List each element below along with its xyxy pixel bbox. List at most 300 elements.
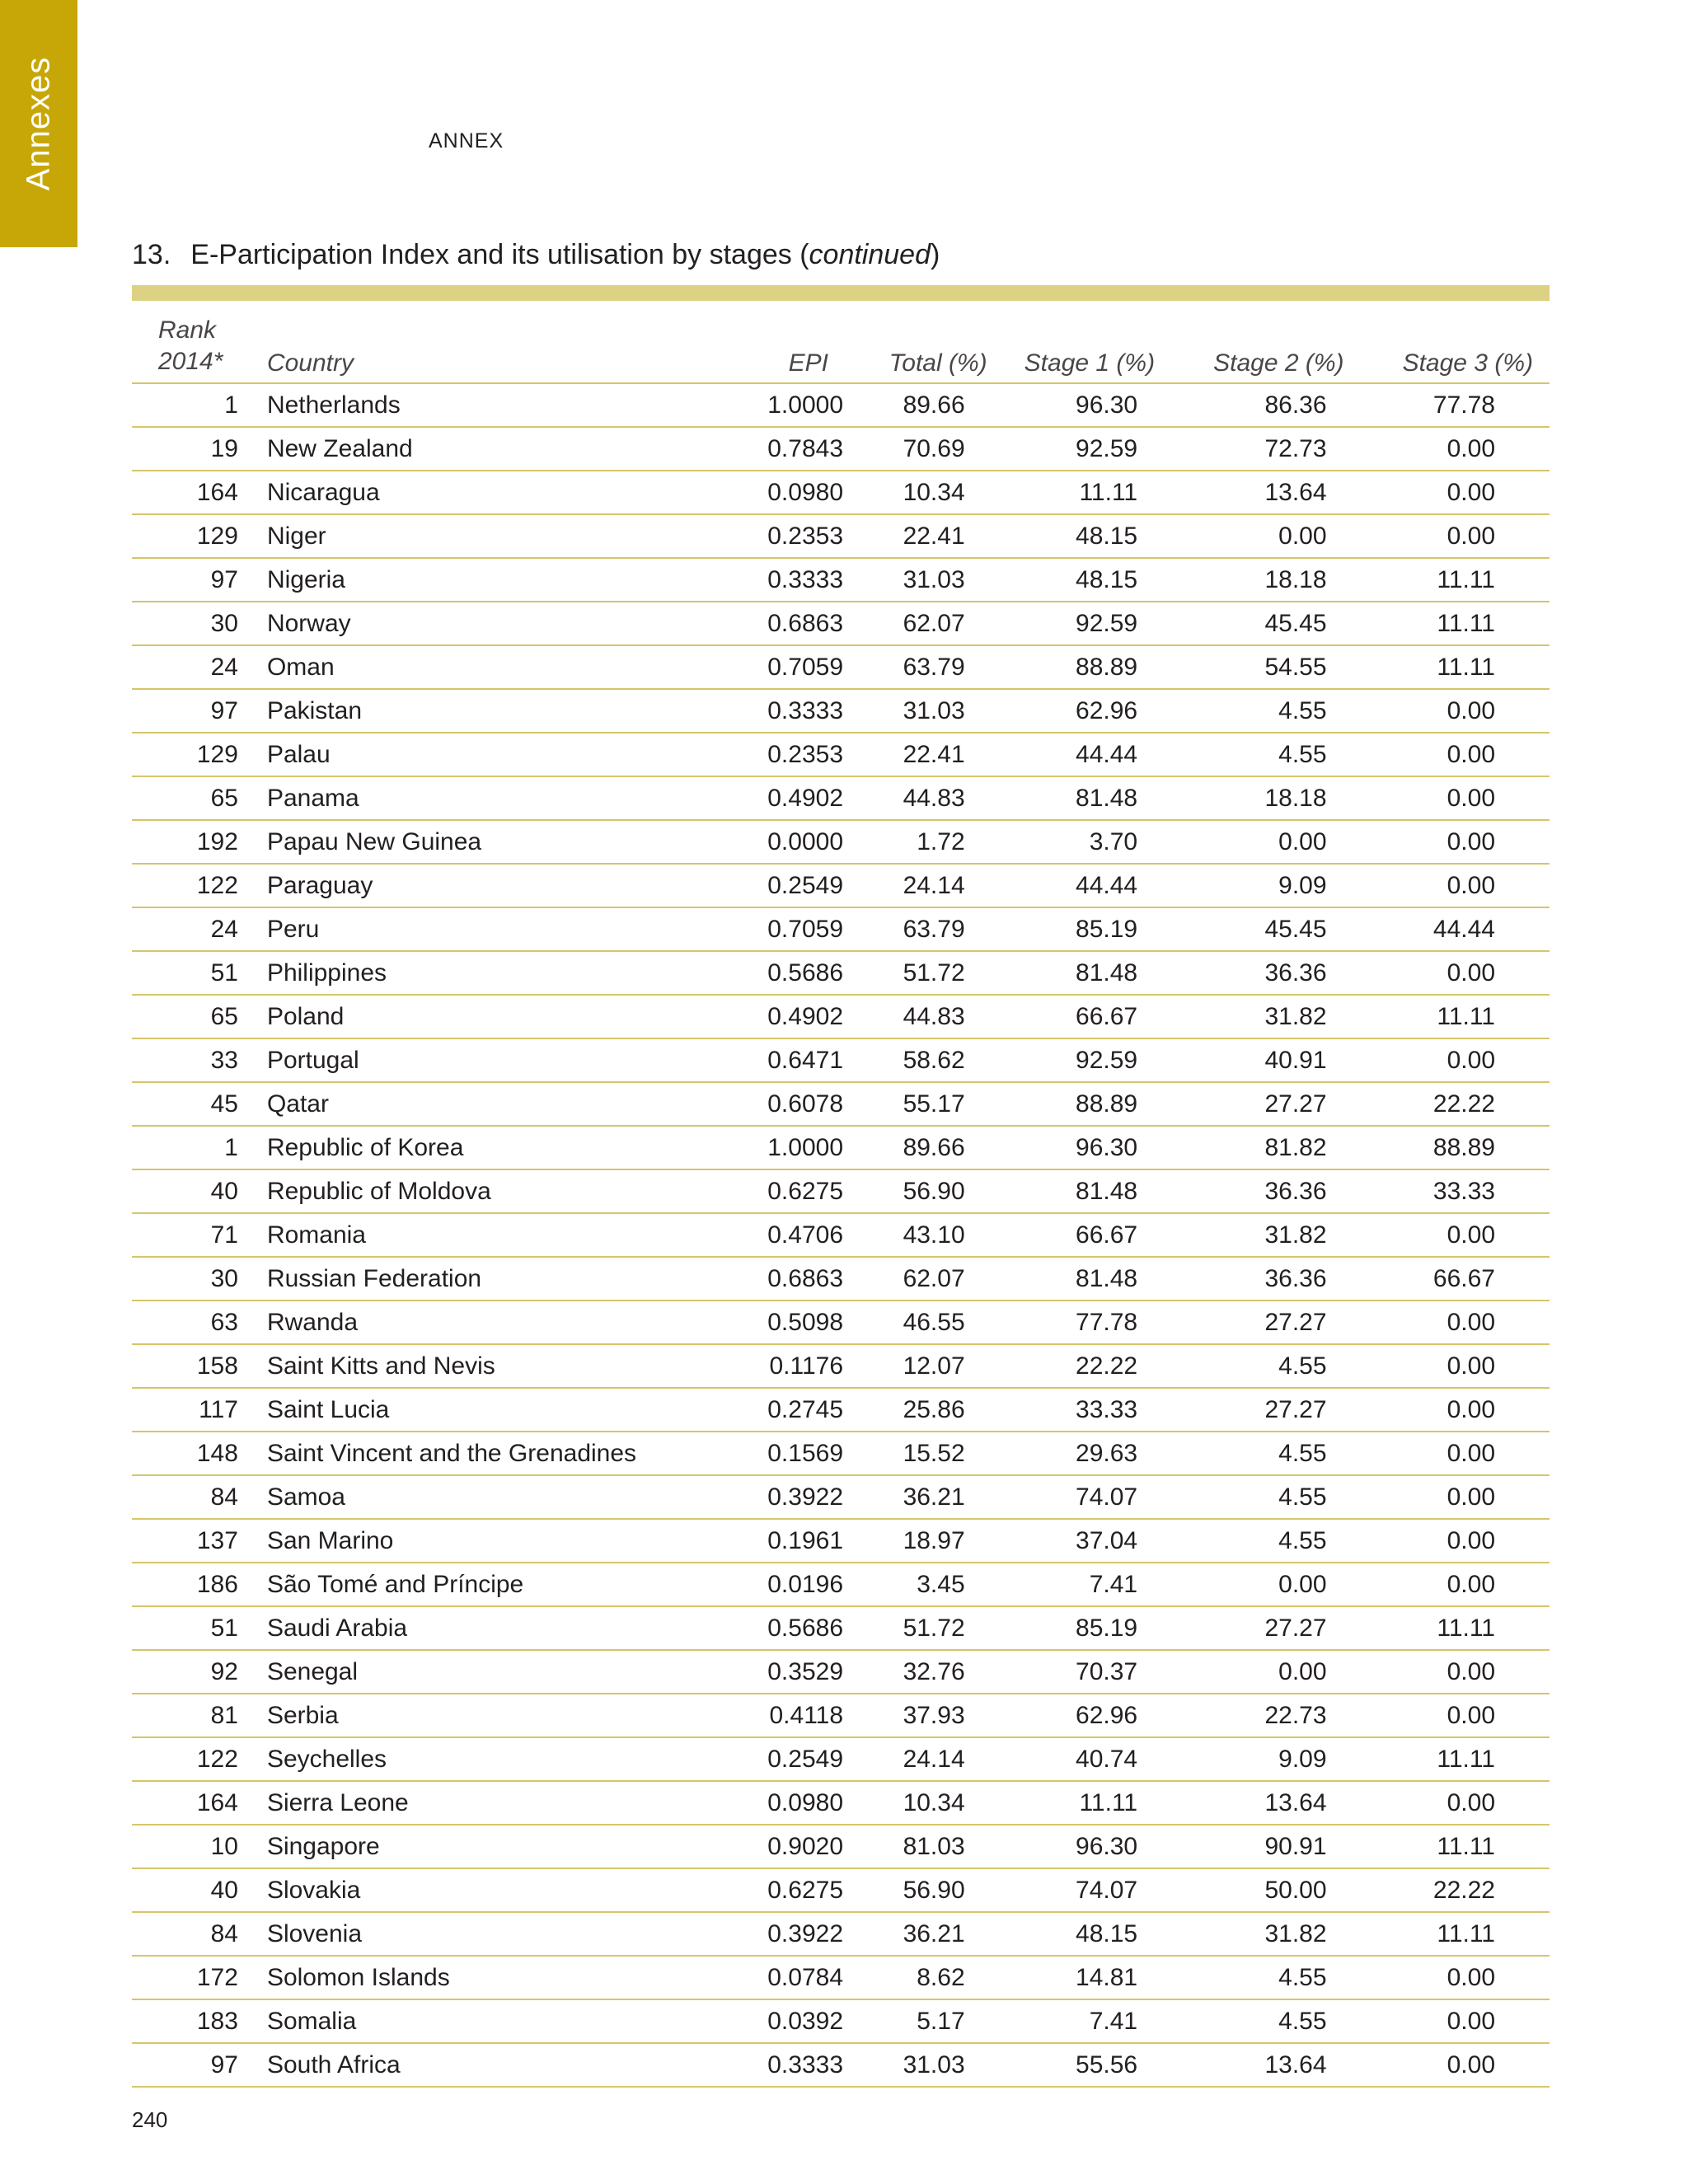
cell-total: 89.66 <box>843 1126 987 1169</box>
cell-stage3: 0.00 <box>1366 1956 1550 1999</box>
cell-stage1: 44.44 <box>987 864 1176 907</box>
cell-rank: 158 <box>132 1344 238 1388</box>
cell-country: Nigeria <box>238 558 711 602</box>
cell-total: 36.21 <box>843 1475 987 1519</box>
cell-stage3: 0.00 <box>1366 864 1550 907</box>
cell-stage2: 50.00 <box>1176 1868 1365 1912</box>
cell-stage1: 11.11 <box>987 1781 1176 1825</box>
cell-stage3: 11.11 <box>1366 995 1550 1038</box>
cell-country: Qatar <box>238 1082 711 1126</box>
cell-epi: 0.0196 <box>711 1563 843 1606</box>
cell-rank: 51 <box>132 1606 238 1650</box>
cell-country: Netherlands <box>238 383 711 427</box>
cell-stage1: 48.15 <box>987 1912 1176 1956</box>
cell-country: Serbia <box>238 1694 711 1737</box>
table-row <box>132 1999 1550 2043</box>
table-row <box>132 645 1550 689</box>
cell-total: 8.62 <box>843 1956 987 1999</box>
col-header-rank <box>132 308 238 383</box>
cell-epi: 0.7059 <box>711 645 843 689</box>
cell-stage3: 0.00 <box>1366 1650 1550 1694</box>
cell-stage1: 48.15 <box>987 558 1176 602</box>
cell-stage2: 4.55 <box>1176 1432 1365 1475</box>
cell-rank: 51 <box>132 951 238 995</box>
cell-stage2: 0.00 <box>1176 514 1365 558</box>
cell-epi: 0.3333 <box>711 2043 843 2087</box>
cell-total: 63.79 <box>843 907 987 951</box>
cell-rank: 192 <box>132 820 238 864</box>
cell-epi: 0.2353 <box>711 514 843 558</box>
cell-epi: 0.5686 <box>711 951 843 995</box>
table-row <box>132 1956 1550 1999</box>
cell-stage3: 0.00 <box>1366 689 1550 733</box>
table-row <box>132 1257 1550 1301</box>
cell-epi: 0.4118 <box>711 1694 843 1737</box>
cell-total: 24.14 <box>843 1737 987 1781</box>
cell-stage1: 81.48 <box>987 1169 1176 1213</box>
cell-stage1: 96.30 <box>987 383 1176 427</box>
cell-stage2: 27.27 <box>1176 1606 1365 1650</box>
cell-rank: 92 <box>132 1650 238 1694</box>
cell-total: 5.17 <box>843 1999 987 2043</box>
cell-stage1: 55.56 <box>987 2043 1176 2087</box>
cell-stage1: 85.19 <box>987 907 1176 951</box>
cell-epi: 0.6471 <box>711 1038 843 1082</box>
cell-stage3: 0.00 <box>1366 1432 1550 1475</box>
cell-total: 58.62 <box>843 1038 987 1082</box>
cell-stage3: 0.00 <box>1366 1781 1550 1825</box>
cell-country: Solomon Islands <box>238 1956 711 1999</box>
cell-country: Palau <box>238 733 711 776</box>
table-row <box>132 776 1550 820</box>
cell-country: Niger <box>238 514 711 558</box>
cell-rank: 117 <box>132 1388 238 1432</box>
cell-stage2: 4.55 <box>1176 733 1365 776</box>
table-row <box>132 1475 1550 1519</box>
cell-epi: 0.6078 <box>711 1082 843 1126</box>
cell-country: Republic of Korea <box>238 1126 711 1169</box>
cell-stage1: 88.89 <box>987 645 1176 689</box>
cell-total: 22.41 <box>843 733 987 776</box>
cell-stage2: 4.55 <box>1176 1956 1365 1999</box>
cell-rank: 172 <box>132 1956 238 1999</box>
cell-epi: 0.3333 <box>711 689 843 733</box>
cell-total: 62.07 <box>843 602 987 645</box>
table-row <box>132 1825 1550 1868</box>
cell-stage1: 11.11 <box>987 471 1176 514</box>
cell-stage2: 45.45 <box>1176 602 1365 645</box>
cell-stage1: 96.30 <box>987 1126 1176 1169</box>
cell-epi: 0.3922 <box>711 1475 843 1519</box>
cell-stage2: 27.27 <box>1176 1301 1365 1344</box>
table-row <box>132 1344 1550 1388</box>
header-row <box>132 308 1550 383</box>
cell-rank: 30 <box>132 1257 238 1301</box>
table-row <box>132 1213 1550 1257</box>
table-row <box>132 1694 1550 1737</box>
cell-stage1: 7.41 <box>987 1999 1176 2043</box>
cell-total: 51.72 <box>843 951 987 995</box>
cell-total: 12.07 <box>843 1344 987 1388</box>
cell-stage2: 36.36 <box>1176 1257 1365 1301</box>
cell-stage2: 0.00 <box>1176 1650 1365 1694</box>
cell-stage2: 31.82 <box>1176 1912 1365 1956</box>
cell-country: San Marino <box>238 1519 711 1563</box>
cell-rank: 97 <box>132 558 238 602</box>
cell-epi: 0.0980 <box>711 471 843 514</box>
cell-stage1: 44.44 <box>987 733 1176 776</box>
cell-total: 1.72 <box>843 820 987 864</box>
cell-stage2: 36.36 <box>1176 951 1365 995</box>
cell-country: Sierra Leone <box>238 1781 711 1825</box>
cell-rank: 137 <box>132 1519 238 1563</box>
col-header-total: Total (%) <box>843 308 987 383</box>
cell-rank: 24 <box>132 645 238 689</box>
cell-epi: 0.1569 <box>711 1432 843 1475</box>
col-header-epi: EPI <box>711 308 843 383</box>
cell-stage1: 96.30 <box>987 1825 1176 1868</box>
cell-country: Senegal <box>238 1650 711 1694</box>
cell-stage3: 0.00 <box>1366 1301 1550 1344</box>
cell-stage3: 0.00 <box>1366 427 1550 471</box>
cell-epi: 0.0784 <box>711 1956 843 1999</box>
cell-stage3: 11.11 <box>1366 602 1550 645</box>
cell-stage3: 11.11 <box>1366 1737 1550 1781</box>
table-number: 13. <box>132 239 171 270</box>
cell-stage2: 9.09 <box>1176 1737 1365 1781</box>
table-row <box>132 1781 1550 1825</box>
cell-stage3: 88.89 <box>1366 1126 1550 1169</box>
table-row <box>132 1868 1550 1912</box>
cell-rank: 84 <box>132 1912 238 1956</box>
cell-stage3: 0.00 <box>1366 951 1550 995</box>
cell-country: Saudi Arabia <box>238 1606 711 1650</box>
cell-rank: 186 <box>132 1563 238 1606</box>
cell-rank: 1 <box>132 383 238 427</box>
cell-stage2: 27.27 <box>1176 1082 1365 1126</box>
cell-stage2: 22.73 <box>1176 1694 1365 1737</box>
cell-country: Portugal <box>238 1038 711 1082</box>
cell-rank: 1 <box>132 1126 238 1169</box>
table-row <box>132 1082 1550 1126</box>
e-participation-table <box>132 308 1550 2088</box>
cell-stage1: 29.63 <box>987 1432 1176 1475</box>
cell-total: 62.07 <box>843 1257 987 1301</box>
cell-stage3: 22.22 <box>1366 1868 1550 1912</box>
cell-epi: 0.7843 <box>711 427 843 471</box>
cell-country: Panama <box>238 776 711 820</box>
cell-total: 3.45 <box>843 1563 987 1606</box>
cell-total: 24.14 <box>843 864 987 907</box>
cell-stage2: 40.91 <box>1176 1038 1365 1082</box>
cell-stage1: 74.07 <box>987 1868 1176 1912</box>
cell-stage1: 48.15 <box>987 514 1176 558</box>
cell-epi: 0.3333 <box>711 558 843 602</box>
cell-stage3: 11.11 <box>1366 1825 1550 1868</box>
cell-epi: 1.0000 <box>711 383 843 427</box>
cell-stage3: 33.33 <box>1366 1169 1550 1213</box>
cell-country: Saint Kitts and Nevis <box>238 1344 711 1388</box>
cell-country: Rwanda <box>238 1301 711 1344</box>
cell-stage1: 74.07 <box>987 1475 1176 1519</box>
cell-stage1: 92.59 <box>987 602 1176 645</box>
cell-rank: 40 <box>132 1868 238 1912</box>
cell-stage3: 0.00 <box>1366 1038 1550 1082</box>
cell-epi: 0.6275 <box>711 1868 843 1912</box>
cell-stage1: 33.33 <box>987 1388 1176 1432</box>
cell-stage3: 11.11 <box>1366 1912 1550 1956</box>
cell-stage1: 92.59 <box>987 1038 1176 1082</box>
cell-epi: 0.4706 <box>711 1213 843 1257</box>
cell-country: Papau New Guinea <box>238 820 711 864</box>
table-title-close: ) <box>931 239 940 270</box>
cell-stage3: 0.00 <box>1366 471 1550 514</box>
cell-stage1: 88.89 <box>987 1082 1176 1126</box>
cell-total: 44.83 <box>843 995 987 1038</box>
cell-rank: 122 <box>132 864 238 907</box>
cell-stage3: 0.00 <box>1366 1344 1550 1388</box>
cell-country: Philippines <box>238 951 711 995</box>
cell-epi: 0.6275 <box>711 1169 843 1213</box>
cell-epi: 0.4902 <box>711 776 843 820</box>
cell-stage3: 0.00 <box>1366 1694 1550 1737</box>
cell-total: 56.90 <box>843 1868 987 1912</box>
table-row <box>132 1650 1550 1694</box>
cell-country: Slovenia <box>238 1912 711 1956</box>
cell-stage2: 4.55 <box>1176 1999 1365 2043</box>
cell-stage2: 86.36 <box>1176 383 1365 427</box>
cell-stage2: 31.82 <box>1176 1213 1365 1257</box>
cell-rank: 81 <box>132 1694 238 1737</box>
cell-stage3: 0.00 <box>1366 2043 1550 2087</box>
cell-stage3: 0.00 <box>1366 1519 1550 1563</box>
annexes-side-tab <box>0 0 77 247</box>
cell-stage2: 0.00 <box>1176 1563 1365 1606</box>
cell-stage1: 62.96 <box>987 1694 1176 1737</box>
cell-stage3: 0.00 <box>1366 733 1550 776</box>
cell-epi: 0.1176 <box>711 1344 843 1388</box>
cell-total: 70.69 <box>843 427 987 471</box>
table-row <box>132 907 1550 951</box>
cell-country: Somalia <box>238 1999 711 2043</box>
cell-stage2: 45.45 <box>1176 907 1365 951</box>
cell-rank: 164 <box>132 471 238 514</box>
cell-rank: 10 <box>132 1825 238 1868</box>
cell-stage3: 0.00 <box>1366 1388 1550 1432</box>
cell-country: Poland <box>238 995 711 1038</box>
table-row <box>132 471 1550 514</box>
cell-stage2: 13.64 <box>1176 2043 1365 2087</box>
table-row <box>132 1169 1550 1213</box>
table-row <box>132 1432 1550 1475</box>
cell-country: Seychelles <box>238 1737 711 1781</box>
table-row <box>132 995 1550 1038</box>
cell-epi: 0.6863 <box>711 602 843 645</box>
cell-country: Nicaragua <box>238 471 711 514</box>
cell-total: 32.76 <box>843 1650 987 1694</box>
cell-stage2: 81.82 <box>1176 1126 1365 1169</box>
cell-total: 31.03 <box>843 2043 987 2087</box>
cell-total: 36.21 <box>843 1912 987 1956</box>
cell-stage3: 0.00 <box>1366 514 1550 558</box>
cell-rank: 97 <box>132 689 238 733</box>
cell-stage2: 31.82 <box>1176 995 1365 1038</box>
cell-rank: 30 <box>132 602 238 645</box>
cell-stage1: 62.96 <box>987 689 1176 733</box>
cell-stage2: 54.55 <box>1176 645 1365 689</box>
cell-rank: 84 <box>132 1475 238 1519</box>
cell-stage1: 66.67 <box>987 995 1176 1038</box>
cell-epi: 0.9020 <box>711 1825 843 1868</box>
cell-stage3: 0.00 <box>1366 776 1550 820</box>
table-row <box>132 427 1550 471</box>
cell-stage2: 72.73 <box>1176 427 1365 471</box>
cell-total: 51.72 <box>843 1606 987 1650</box>
cell-total: 10.34 <box>843 471 987 514</box>
cell-rank: 183 <box>132 1999 238 2043</box>
cell-epi: 0.5686 <box>711 1606 843 1650</box>
cell-stage1: 66.67 <box>987 1213 1176 1257</box>
cell-stage2: 18.18 <box>1176 776 1365 820</box>
table-row <box>132 1519 1550 1563</box>
cell-rank: 65 <box>132 776 238 820</box>
cell-rank: 24 <box>132 907 238 951</box>
cell-stage3: 44.44 <box>1366 907 1550 951</box>
cell-stage2: 0.00 <box>1176 820 1365 864</box>
cell-rank: 122 <box>132 1737 238 1781</box>
cell-stage3: 0.00 <box>1366 1999 1550 2043</box>
cell-country: New Zealand <box>238 427 711 471</box>
table-body <box>132 383 1550 2087</box>
table-title-continued: continued <box>809 239 931 270</box>
cell-epi: 0.2353 <box>711 733 843 776</box>
cell-epi: 0.2549 <box>711 1737 843 1781</box>
table-row <box>132 1563 1550 1606</box>
cell-country: Samoa <box>238 1475 711 1519</box>
cell-stage3: 0.00 <box>1366 820 1550 864</box>
cell-epi: 0.6863 <box>711 1257 843 1301</box>
table-row <box>132 514 1550 558</box>
col-header-stage3: Stage 3 (%) <box>1366 308 1550 383</box>
cell-stage1: 92.59 <box>987 427 1176 471</box>
annexes-tab-label: Annexes <box>20 56 57 191</box>
table-row <box>132 558 1550 602</box>
cell-stage2: 36.36 <box>1176 1169 1365 1213</box>
cell-epi: 0.2745 <box>711 1388 843 1432</box>
cell-epi: 0.5098 <box>711 1301 843 1344</box>
table-row <box>132 1912 1550 1956</box>
cell-epi: 0.0980 <box>711 1781 843 1825</box>
cell-stage2: 4.55 <box>1176 1344 1365 1388</box>
col-header-rank-line1: Rank <box>158 316 217 344</box>
cell-stage3: 11.11 <box>1366 645 1550 689</box>
cell-epi: 0.3922 <box>711 1912 843 1956</box>
cell-stage2: 18.18 <box>1176 558 1365 602</box>
cell-rank: 129 <box>132 514 238 558</box>
cell-rank: 19 <box>132 427 238 471</box>
cell-stage1: 22.22 <box>987 1344 1176 1388</box>
cell-country: Slovakia <box>238 1868 711 1912</box>
cell-stage2: 90.91 <box>1176 1825 1365 1868</box>
cell-stage3: 0.00 <box>1366 1563 1550 1606</box>
cell-rank: 33 <box>132 1038 238 1082</box>
table-row <box>132 1388 1550 1432</box>
cell-epi: 0.7059 <box>711 907 843 951</box>
cell-stage1: 77.78 <box>987 1301 1176 1344</box>
page-number: 240 <box>132 2107 168 2132</box>
cell-stage3: 77.78 <box>1366 383 1550 427</box>
cell-epi: 0.1961 <box>711 1519 843 1563</box>
cell-rank: 65 <box>132 995 238 1038</box>
cell-country: Romania <box>238 1213 711 1257</box>
table-row <box>132 1126 1550 1169</box>
cell-country: Paraguay <box>238 864 711 907</box>
cell-total: 89.66 <box>843 383 987 427</box>
cell-stage1: 70.37 <box>987 1650 1176 1694</box>
cell-total: 37.93 <box>843 1694 987 1737</box>
table-row <box>132 864 1550 907</box>
cell-total: 56.90 <box>843 1169 987 1213</box>
cell-rank: 97 <box>132 2043 238 2087</box>
table-row <box>132 383 1550 427</box>
cell-country: Saint Vincent and the Grenadines <box>238 1432 711 1475</box>
cell-total: 10.34 <box>843 1781 987 1825</box>
cell-epi: 1.0000 <box>711 1126 843 1169</box>
cell-stage2: 4.55 <box>1176 689 1365 733</box>
table-row <box>132 602 1550 645</box>
table-row <box>132 2043 1550 2087</box>
cell-total: 31.03 <box>843 689 987 733</box>
table-row <box>132 820 1550 864</box>
cell-rank: 164 <box>132 1781 238 1825</box>
table-row <box>132 733 1550 776</box>
table-title <box>132 239 940 271</box>
table-row <box>132 689 1550 733</box>
cell-stage2: 27.27 <box>1176 1388 1365 1432</box>
cell-stage1: 37.04 <box>987 1519 1176 1563</box>
cell-stage1: 14.81 <box>987 1956 1176 1999</box>
cell-total: 81.03 <box>843 1825 987 1868</box>
cell-total: 63.79 <box>843 645 987 689</box>
cell-total: 55.17 <box>843 1082 987 1126</box>
table-row <box>132 1301 1550 1344</box>
cell-stage2: 9.09 <box>1176 864 1365 907</box>
table-row <box>132 1737 1550 1781</box>
cell-country: Republic of Moldova <box>238 1169 711 1213</box>
cell-stage2: 13.64 <box>1176 471 1365 514</box>
cell-rank: 40 <box>132 1169 238 1213</box>
title-divider-bar <box>132 285 1550 301</box>
cell-stage1: 81.48 <box>987 1257 1176 1301</box>
cell-stage2: 13.64 <box>1176 1781 1365 1825</box>
cell-stage3: 11.11 <box>1366 1606 1550 1650</box>
cell-total: 31.03 <box>843 558 987 602</box>
cell-total: 18.97 <box>843 1519 987 1563</box>
table-row <box>132 1606 1550 1650</box>
cell-country: São Tomé and Príncipe <box>238 1563 711 1606</box>
cell-stage3: 0.00 <box>1366 1475 1550 1519</box>
cell-epi: 0.2549 <box>711 864 843 907</box>
table-row <box>132 1038 1550 1082</box>
cell-total: 43.10 <box>843 1213 987 1257</box>
cell-rank: 63 <box>132 1301 238 1344</box>
cell-country: Norway <box>238 602 711 645</box>
cell-total: 15.52 <box>843 1432 987 1475</box>
cell-epi: 0.0392 <box>711 1999 843 2043</box>
cell-stage1: 85.19 <box>987 1606 1176 1650</box>
cell-country: Russian Federation <box>238 1257 711 1301</box>
col-header-stage1: Stage 1 (%) <box>987 308 1176 383</box>
